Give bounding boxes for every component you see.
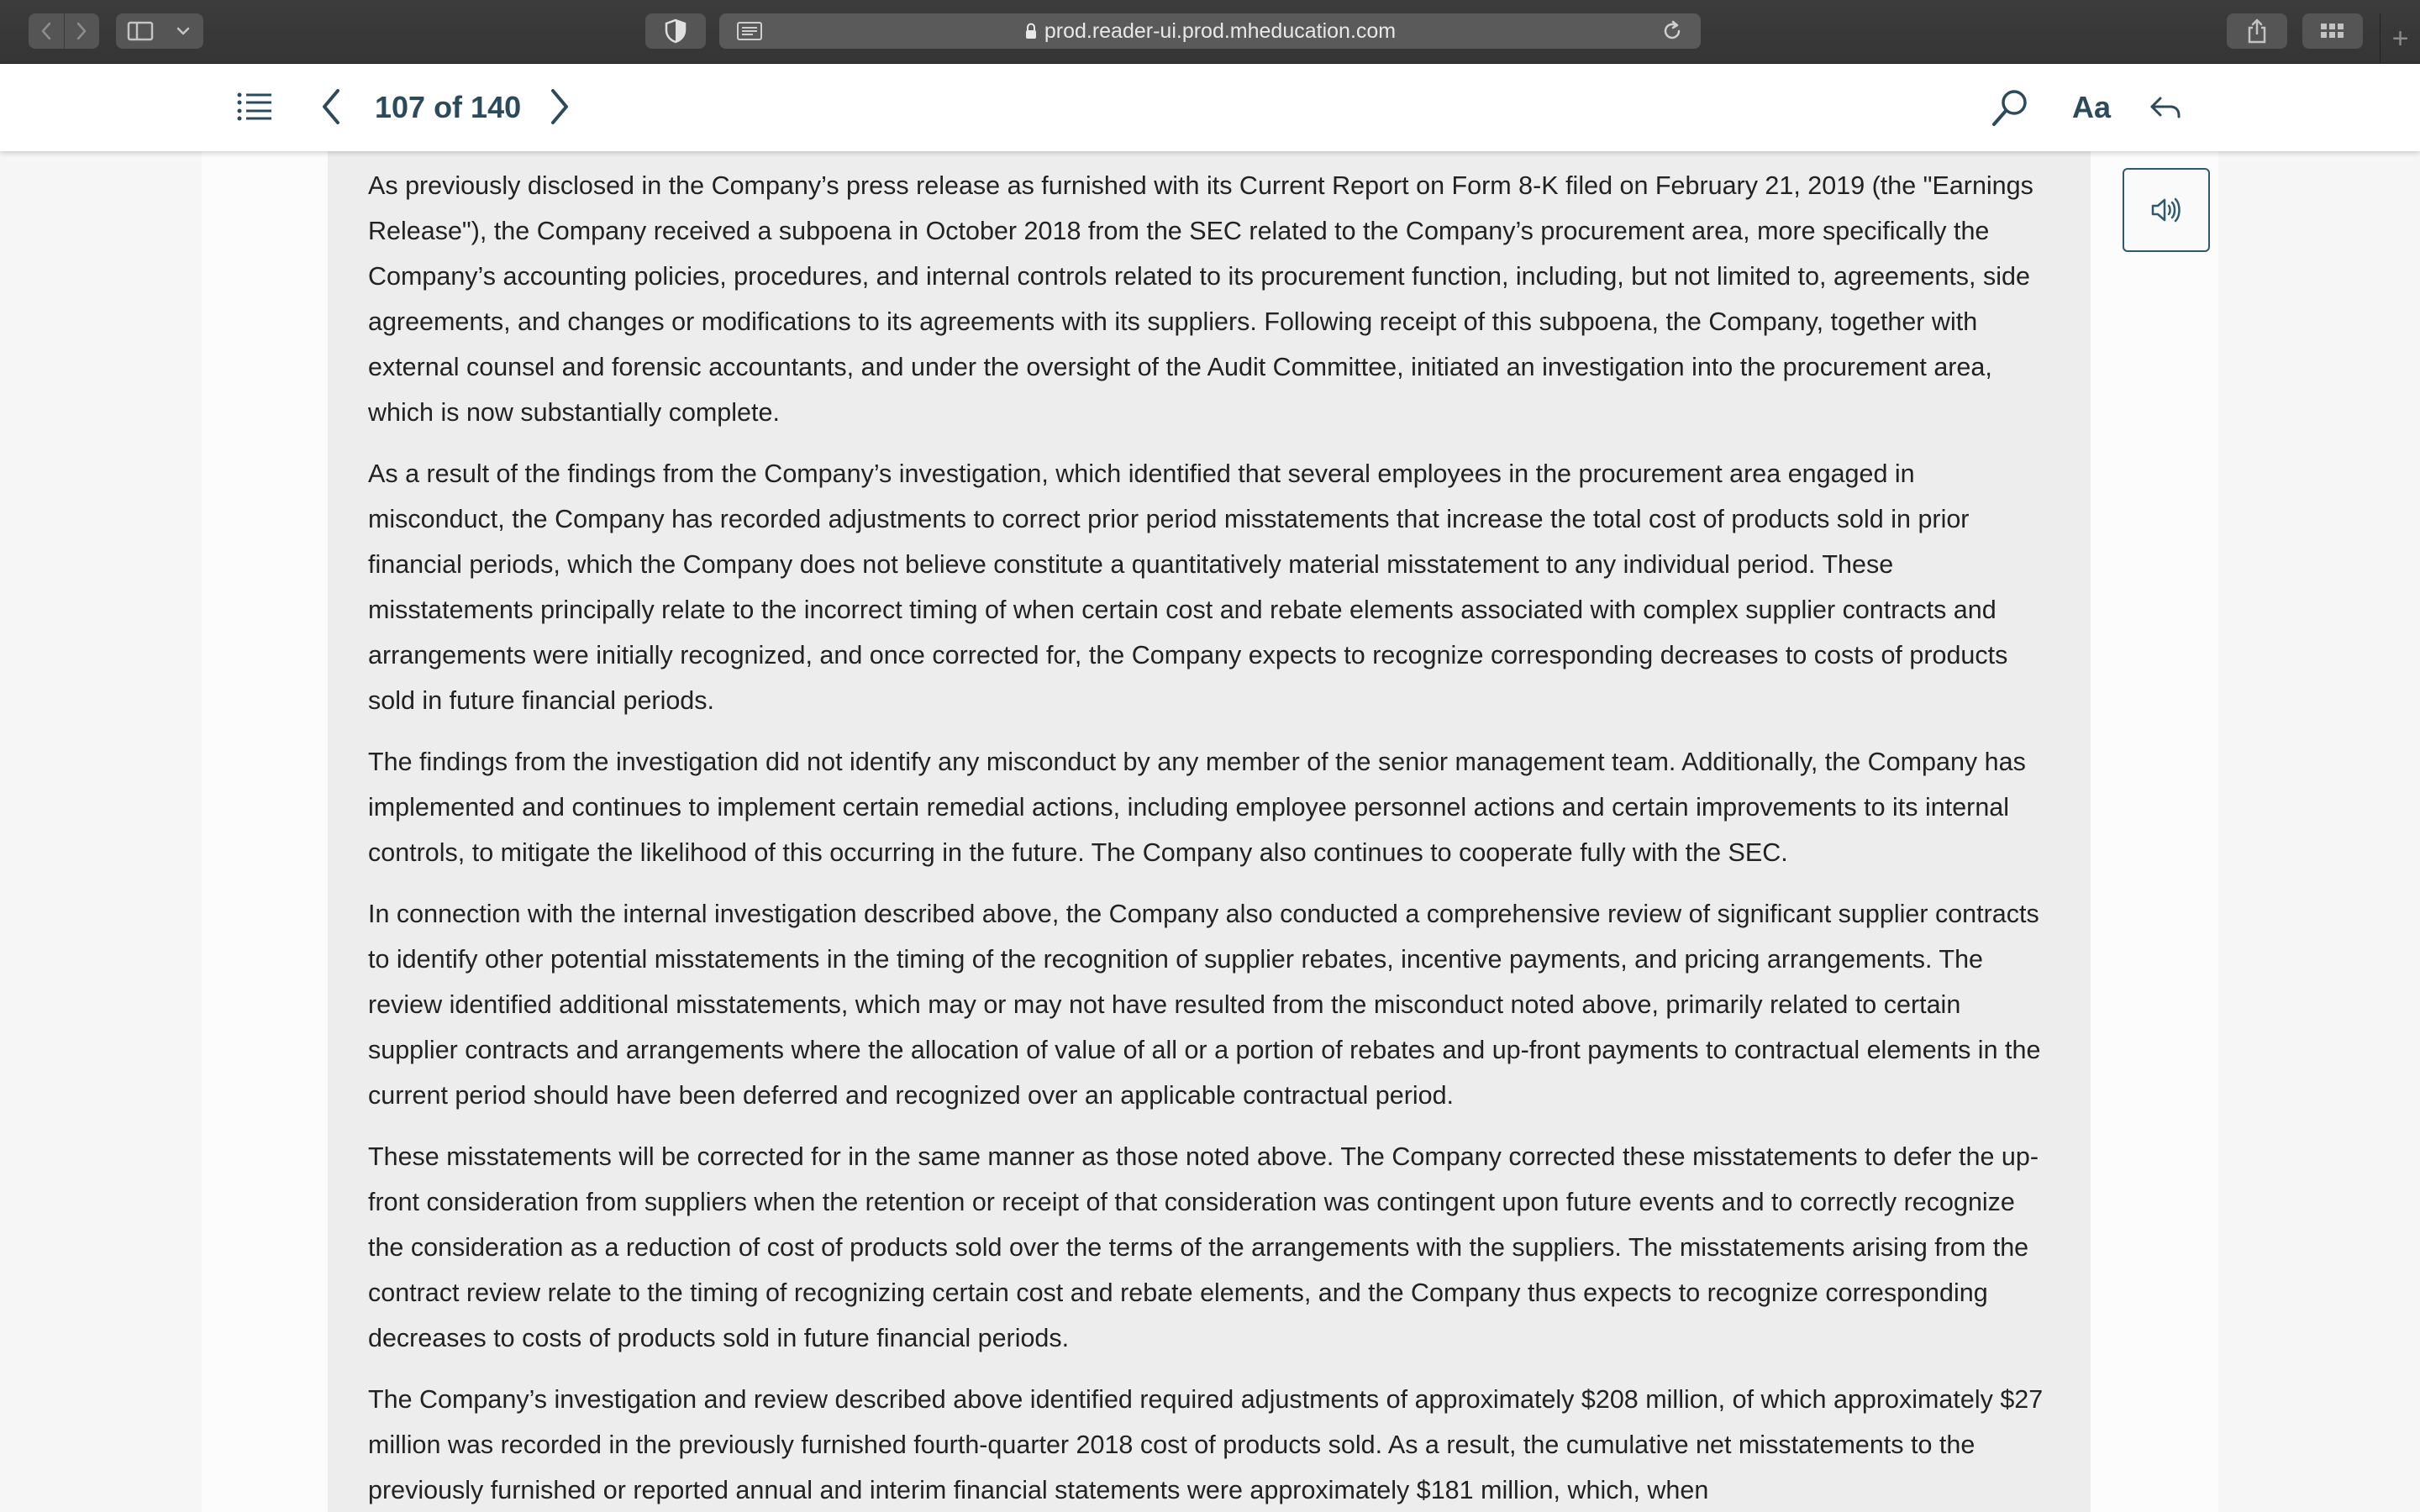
url-text: prod.reader-ui.prod.mheducation.com (1044, 18, 1397, 43)
paragraph: As previously disclosed in the Company’s press release as furnished with its Current Report on Form 8-K filed on February 21, 2019 (the "Earnings Release"), the Company received a subpoena in October 2018 from the SEC related to the Company’s procurement area, more specifically the Company’s accounting policies, procedures, and internal controls related to its procurement function, including, but not limited to, agreements, side agreements, and changes or modifications to its agreements with its suppliers. Following receipt of this subpoena, the Company, together with external counsel and forensic accountants, and under the oversight of the Audit Committee, initiated an investigation into the procurement area, which is now substantially complete. (368, 171, 2033, 427)
lock-icon (1024, 23, 1038, 39)
chevron-down-icon (174, 23, 192, 39)
next-page-icon[interactable] (543, 86, 576, 128)
share-button[interactable] (2227, 13, 2287, 49)
reader-header (0, 64, 2420, 151)
chevron-right-icon (75, 21, 88, 41)
table-of-contents-icon[interactable] (234, 86, 276, 128)
search-icon[interactable] (1988, 84, 2032, 131)
paragraph: In connection with the internal investigation described above, the Company also conducted a comprehensive review of significant supplier contracts to identify other potential misstatements in the timing of the recognition of supplier rebates, incentive payments, and pricing arrangements. The review identified additional misstatements, which may or may not have resulted from the misconduct noted above, primarily related to certain supplier contracts and arrangements where the allocation of value of all or a portion of rebates and up-front payments to contractual elements in the current period should have been deferred and recognized over an applicable contractual period. (368, 900, 2041, 1110)
paragraph: As a result of the findings from the Company’s investigation, which identified that several employees in the procurement area engaged in misconduct, the Company has recorded adjustments to correct prior period misstatements that increase the total cost of products sold in prior financial periods, which the Company does not believe constitute a quantitatively material misstatement to any individual period. These misstatements principally relate to the incorrect timing of when certain cost and rebate elements associated with complex supplier contracts and arrangements were initially recognized, and once corrected for, the Company expects to recognize corresponding decreases to costs of products sold in future financial periods. (368, 459, 2008, 715)
browser-forward-button[interactable] (64, 13, 99, 49)
browser-toolbar (0, 0, 2420, 64)
privacy-report-button[interactable] (645, 13, 706, 49)
highlighted-passage (328, 151, 2091, 1512)
passage-text (328, 151, 2091, 1512)
address-bar[interactable] (719, 13, 1701, 49)
grid-icon (2320, 22, 2345, 40)
chevron-left-icon (39, 21, 53, 41)
page-indicator: 107 of 140 (375, 90, 522, 124)
paragraph: These misstatements will be corrected for in the same manner as those noted above. The Company corrected these misstatements to defer the up-front consideration from suppliers when the retention or receipt of that consideration was contingent upon future events and to correctly recognize the consideration as a reduction of cost of products sold over the terms of the arrangements with the suppliers. The misstatements arising from the contract review relate to the timing of recognizing certain cost and rebate elements, and the Company thus expects to recognize corresponding decreases to costs of products sold in future financial periods. (368, 1142, 2039, 1352)
sidebar-toggle-button[interactable] (116, 13, 203, 49)
font-settings-button[interactable]: Aa (2071, 90, 2112, 124)
new-tab-button[interactable]: + (2380, 13, 2420, 64)
share-icon (2246, 18, 2268, 45)
browser-back-button[interactable] (29, 13, 64, 49)
tab-overview-button[interactable] (2302, 13, 2363, 49)
sidebar-icon (127, 20, 155, 42)
paragraph: The Company’s investigation and review described above identified required adjustments of approximately $208 million, of which approximately $27 million was recorded in the previously furnished fourth-quarter 2018 cost of products sold. As a result, the cumulative net misstatements to the previously furnished or reported annual and interim financial statements were approximately $181 million, which, when (368, 1385, 2044, 1504)
return-arrow-icon[interactable] (2144, 86, 2186, 129)
shield-icon (664, 18, 687, 44)
paragraph: The findings from the investigation did not identify any misconduct by any member of the senior management team. Additionally, the Company has implemented and continues to implement certain remedial actions, including employee personnel actions and certain improvements to its internal controls, to mitigate the likelihood of this occurring in the future. The Company also continues to cooperate fully with the SEC. (368, 748, 2026, 867)
back-forward-group (29, 13, 99, 49)
speaker-icon (2149, 196, 2183, 224)
read-aloud-button[interactable] (2123, 168, 2210, 252)
reload-icon[interactable] (1654, 13, 1691, 49)
previous-page-icon[interactable] (314, 86, 348, 128)
